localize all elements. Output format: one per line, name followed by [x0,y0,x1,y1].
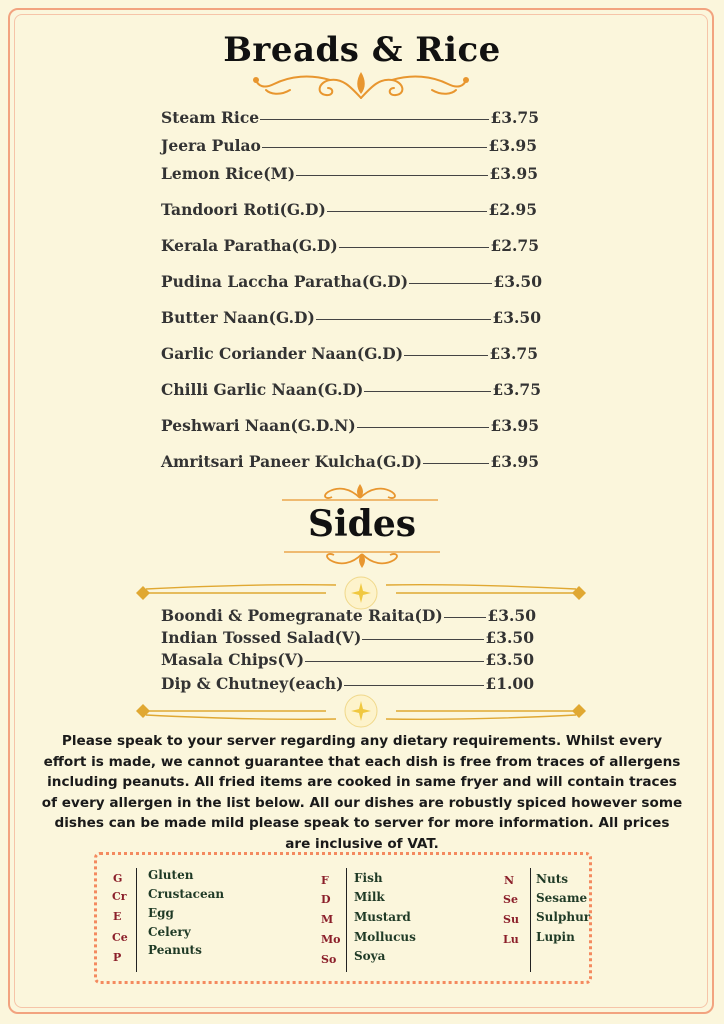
menu-item [161,674,534,696]
item-name: Lemon Rice(M) [161,164,296,183]
item-price: £3.95 [488,136,537,155]
allergen-name: Milk [354,890,385,904]
dotted-leader [423,463,490,464]
dietary-note: Please speak to your server regarding any dietary requirements. Whilst every effort is made, we cannot guarantee that each dish is free from traces of allergens including peanuts. All fried items are cooked in same fryer and will contain traces of every allergen in the list below. All our dishes are robustly spiced however some dishes can be made mild please speak to server for more information. All prices are inclusive of VAT. [41,733,683,852]
allergen-code: Cr [112,890,127,903]
item-price: £3.50 [485,628,534,647]
menu-item [161,108,539,130]
column-divider [346,868,347,972]
item-price: £3.75 [489,344,538,363]
allergen-name: Gluten [148,868,194,882]
item-name: Butter Naan(G.D) [161,308,315,327]
item-price: £3.95 [490,452,539,471]
item-name: Jeera Pulao [161,136,261,155]
menu-item [161,308,541,330]
allergen-code: Mo [321,933,341,946]
item-price: £3.75 [492,380,541,399]
dotted-leader [316,319,492,320]
item-price: £3.50 [485,650,534,669]
sides-top-ornament [280,480,440,504]
dotted-leader [364,391,491,392]
dotted-leader [362,639,484,640]
allergen-code: F [321,874,329,887]
allergen-code: M [321,913,334,926]
item-name: Chilli Garlic Naan(G.D) [161,380,364,399]
allergen-name: Celery [148,925,191,939]
item-name: Peshwari Naan(G.D.N) [161,416,356,435]
item-name: Boondi & Pomegranate Raita(D) [161,606,443,625]
dotted-leader [404,355,488,356]
menu-item [161,416,539,438]
allergen-name: Fish [354,871,383,885]
allergen-name: Egg [148,906,174,920]
allergen-code: Lu [503,933,519,946]
allergen-name: Sesame [536,891,588,905]
allergen-name: Crustacean [148,887,225,901]
dotted-leader [305,661,484,662]
menu-item [161,380,541,402]
item-price: £3.95 [489,164,538,183]
allergen-name: Lupin [536,930,575,944]
allergen-name: Mollucus [354,930,416,944]
item-name: Kerala Paratha(G.D) [161,236,338,255]
item-price: £3.50 [492,308,541,327]
menu-item [161,606,536,628]
allergen-code: E [113,910,122,923]
breads-rice-title: Breads & Rice [223,30,501,70]
dotted-leader [344,685,484,686]
allergen-name: Peanuts [148,943,202,957]
item-price: £3.50 [487,606,536,625]
dotted-leader [339,247,490,248]
menu-item [161,164,538,186]
allergen-code: So [321,953,337,966]
item-price: £3.95 [490,416,539,435]
item-name: Garlic Coriander Naan(G.D) [161,344,404,363]
dotted-leader [260,119,489,120]
allergen-name: Mustard [354,910,411,924]
sides-divider-bottom [126,694,596,728]
dotted-leader [296,175,488,176]
sides-title: Sides [307,503,417,545]
item-name: Masala Chips(V) [161,650,305,669]
menu-item [161,452,539,474]
allergen-code: Ce [112,931,128,944]
item-name: Dip & Chutney(each) [161,674,344,693]
dotted-leader [409,283,492,284]
menu-item [161,628,534,650]
allergen-code: Se [503,893,518,906]
dotted-leader [357,427,490,428]
allergen-code: Su [503,913,519,926]
dotted-leader [444,617,487,618]
menu-item [161,200,537,222]
item-name: Steam Rice [161,108,260,127]
item-price: £2.95 [488,200,537,219]
item-name: Tandoori Roti(G.D) [161,200,326,219]
item-name: Pudina Laccha Paratha(G.D) [161,272,409,291]
allergen-code: D [321,893,331,906]
allergen-name: Nuts [536,872,568,886]
item-name: Indian Tossed Salad(V) [161,628,362,647]
item-price: £3.50 [493,272,542,291]
allergen-code: G [113,872,123,885]
allergen-name: Sulphur [536,910,591,924]
menu-item [161,650,534,672]
column-divider [530,868,531,972]
allergen-code: N [504,874,515,887]
allergen-code: P [113,951,122,964]
dotted-leader [262,147,488,148]
allergen-name: Soya [354,949,386,963]
item-name: Amritsari Paneer Kulcha(G.D) [161,452,422,471]
sides-divider-top [126,576,596,610]
item-price: £1.00 [485,674,534,693]
item-price: £2.75 [490,236,539,255]
sides-bottom-ornament [282,548,442,572]
column-divider [136,868,137,972]
menu-item [161,136,537,158]
dotted-leader [327,211,488,212]
item-price: £3.75 [490,108,539,127]
menu-item [161,236,539,258]
menu-item [161,344,538,366]
menu-item [161,272,542,294]
title-flourish-ornament [250,68,472,102]
